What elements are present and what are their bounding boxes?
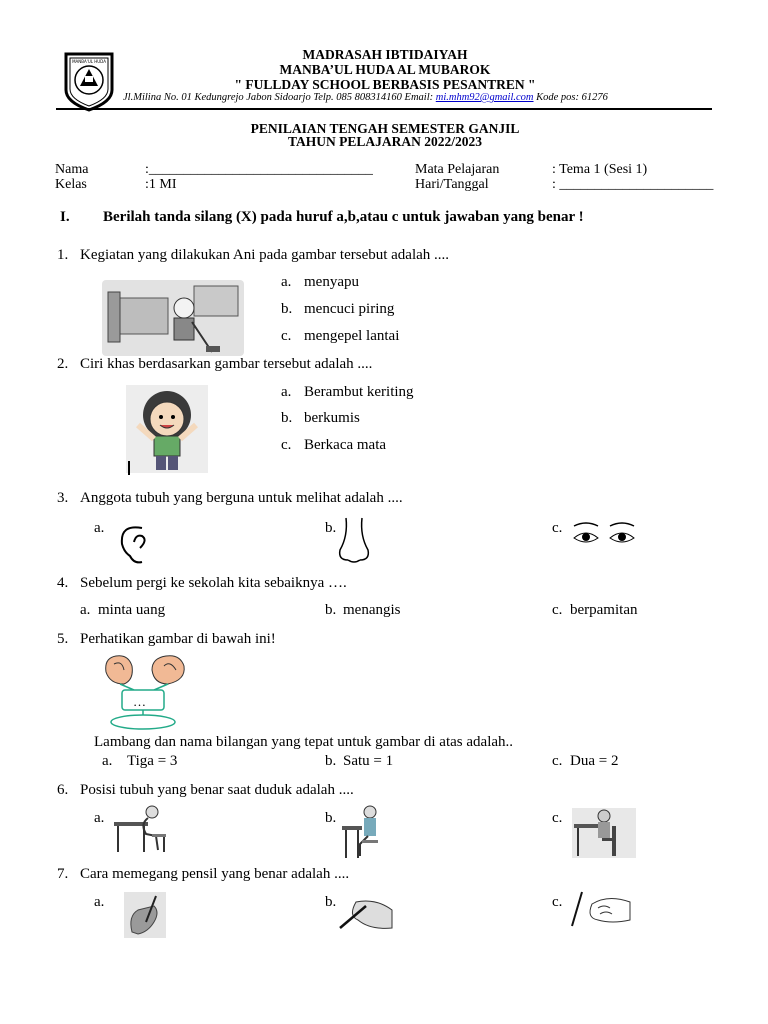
option-label[interactable]: a.	[281, 384, 292, 400]
question-subtext: Lambang dan nama bilangan yang tepat untuk gambar di atas adalah..	[94, 734, 514, 750]
option-text[interactable]: Tiga = 3	[127, 753, 178, 769]
option-text[interactable]: menangis	[343, 602, 401, 618]
ear-icon[interactable]	[114, 522, 156, 568]
pencil-grip-b-image[interactable]	[336, 892, 396, 934]
question-number: 6.	[57, 782, 69, 798]
question-text: Sebelum pergi ke sekolah kita sebaiknya ….	[80, 575, 347, 591]
option-text[interactable]: mencuci piring	[304, 301, 395, 317]
pencil-grip-a-image[interactable]	[124, 892, 166, 938]
question-text: Ciri khas berdasarkan gambar tersebut adalah ....	[80, 356, 373, 372]
hari-field[interactable]: : ______________________	[552, 177, 714, 192]
kelas-value: :1 MI	[145, 177, 177, 192]
option-label[interactable]: b.	[325, 810, 337, 826]
nose-icon[interactable]	[334, 516, 374, 568]
option-label[interactable]: c.	[552, 810, 563, 826]
option-label[interactable]: b.	[281, 410, 293, 426]
mapel-label: Mata Pelajaran	[415, 162, 500, 177]
option-text[interactable]: Berkaca mata	[304, 437, 387, 453]
sitting-posture-c-image[interactable]	[572, 808, 636, 858]
two-ears-image	[102, 650, 194, 732]
option-label[interactable]: c.	[552, 520, 563, 536]
pencil-grip-c-image[interactable]	[568, 890, 634, 932]
school-logo	[60, 50, 118, 112]
sitting-posture-b-image[interactable]	[340, 804, 382, 860]
email-link[interactable]: mi.mhm92@gmail.com	[435, 92, 534, 103]
logo-text: MANBA'UL HUDA	[72, 59, 106, 64]
exam-title: PENILAIAN TENGAH SEMESTER GANJIL	[250, 121, 520, 136]
question-text: Anggota tubuh yang berguna untuk melihat adalah ....	[80, 490, 403, 506]
option-label[interactable]: a.	[94, 520, 105, 536]
stray-mark	[128, 461, 130, 475]
option-text[interactable]: Satu = 1	[343, 753, 394, 769]
option-label[interactable]: c.	[552, 894, 563, 910]
option-label[interactable]: b.	[325, 753, 337, 769]
option-text[interactable]: mengepel lantai	[304, 328, 400, 344]
option-label[interactable]: a.	[94, 810, 105, 826]
question-text: Cara memegang pensil yang benar adalah ....	[80, 866, 350, 882]
option-label[interactable]: b.	[325, 602, 337, 618]
option-label[interactable]: a.	[80, 602, 91, 618]
option-label[interactable]: c.	[281, 328, 292, 344]
sitting-posture-a-image[interactable]	[112, 804, 168, 854]
option-label[interactable]: b.	[325, 520, 337, 536]
question-number: 2.	[57, 356, 69, 372]
question-number: 7.	[57, 866, 69, 882]
question-text: Perhatikan gambar di bawah ini!	[80, 631, 276, 647]
section-number: I.	[60, 209, 70, 225]
child-sweeping-image	[102, 280, 244, 356]
question-number: 5.	[57, 631, 69, 647]
question-number: 4.	[57, 575, 69, 591]
option-label[interactable]: a.	[102, 753, 113, 769]
question-number: 1.	[57, 247, 69, 263]
kelas-label: Kelas	[55, 177, 87, 192]
question-number: 3.	[57, 490, 69, 506]
option-label[interactable]: b.	[281, 301, 293, 317]
option-text[interactable]: Berambut keriting	[304, 384, 414, 400]
header-divider	[56, 108, 712, 110]
exam-year: TAHUN PELAJARAN 2022/2023	[287, 134, 482, 149]
option-label[interactable]: c.	[552, 753, 563, 769]
hari-label: Hari/Tanggal	[415, 177, 489, 192]
option-text[interactable]: minta uang	[98, 602, 166, 618]
option-text[interactable]: berpamitan	[570, 602, 638, 618]
nama-label: Nama	[55, 162, 89, 177]
question-text: Posisi tubuh yang benar saat duduk adalah ....	[80, 782, 354, 798]
nama-field[interactable]: :________________________________	[145, 162, 373, 177]
option-text[interactable]: berkumis	[304, 410, 360, 426]
school-motto: " FULLDAY SCHOOL BERBASIS PESANTREN "	[234, 77, 536, 92]
option-text[interactable]: Dua = 2	[570, 753, 619, 769]
question-text: Kegiatan yang dilakukan Ani pada gambar tersebut adalah ....	[80, 247, 450, 263]
school-type: MADRASAH IBTIDAIYAH	[302, 47, 468, 62]
curly-hair-boy-image	[126, 385, 208, 473]
school-name: MANBA’UL HUDA AL MUBAROK	[279, 62, 491, 77]
school-address: Jl.Milina No. 01 Kedungrejo Jabon Sidoarjo Telp. 085 808314160 Email: mi.mhm92@gmail.com Kode pos: 61276	[123, 92, 608, 103]
option-label[interactable]: a.	[94, 894, 105, 910]
option-text[interactable]: menyapu	[304, 274, 359, 290]
option-label[interactable]: c.	[552, 602, 563, 618]
option-label[interactable]: c.	[281, 437, 292, 453]
option-label[interactable]: a.	[281, 274, 292, 290]
mapel-value: : Tema 1 (Sesi 1)	[552, 162, 648, 177]
box-placeholder: …	[133, 694, 146, 709]
option-label[interactable]: b.	[325, 894, 337, 910]
eyes-icon[interactable]	[570, 520, 642, 550]
section-instruction: Berilah tanda silang (X) pada huruf a,b,atau c untuk jawaban yang benar !	[103, 209, 584, 225]
